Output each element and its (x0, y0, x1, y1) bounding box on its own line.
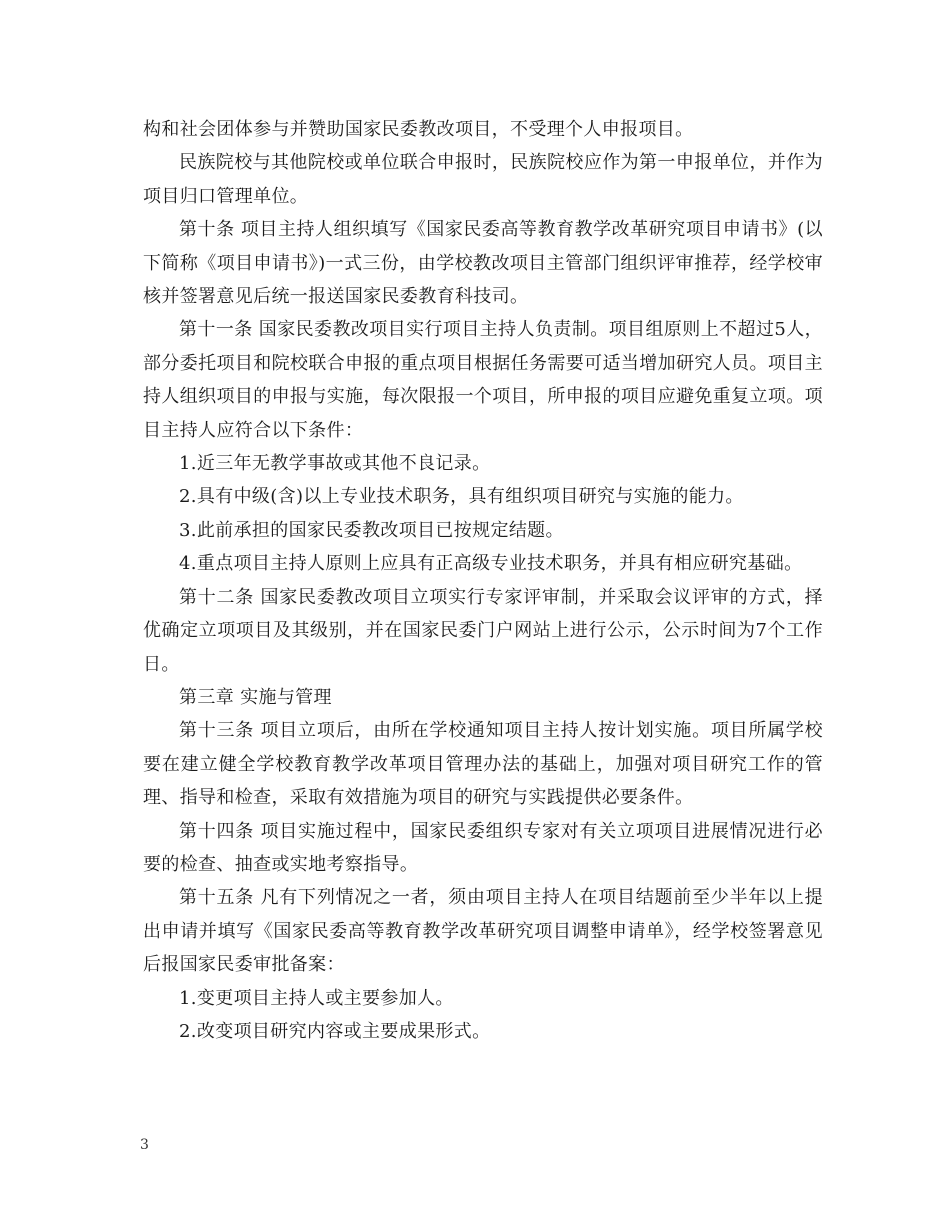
list-item: 2.改变项目研究内容或主要成果形式。 (179, 1020, 491, 1042)
page-number: 3 (140, 1137, 149, 1153)
article-15: 第十五条 凡有下列情况之一者，须由项目主持人在项目结题前至少半年以上提出申请并填写《国家民委高等教育教学改革研究项目调整申请单》，经学校签署意见后报国家民委审批备案： (143, 887, 823, 976)
list-item: 1.变更项目主持人或主要参加人。 (179, 987, 454, 1009)
list-item: 4.重点项目主持人原则上应具有正高级专业技术职务，并具有相应研究基础。 (179, 553, 803, 575)
list-item: 3.此前承担的国家民委教改项目已按规定结题。 (179, 519, 564, 541)
body-text (143, 113, 823, 1048)
list-item: 2.具有中级(含)以上专业技术职务，具有组织项目研究与实施的能力。 (179, 486, 744, 508)
article-12: 第十二条 国家民委教改项目立项实行专家评审制，并采取会议评审的方式，择优确定立项项目及其级别，并在国家民委门户网站上进行公示，公示时间为7个工作日。 (143, 586, 823, 675)
article-13: 第十三条 项目立项后，由所在学校通知项目主持人按计划实施。项目所属学校要在建立健全学校教育教学改革项目管理办法的基础上，加强对项目研究工作的管理、指导和检查，采取有效措施为项目的研究与实践提供必要条件。 (143, 720, 823, 809)
article-11: 第十一条 国家民委教改项目实行项目主持人负责制。项目组原则上不超过5人，部分委托项目和院校联合申报的重点项目根据任务需要可适当增加研究人员。项目主持人组织项目的申报与实施，每次限报一个项目，所申报的项目应避免重复立项。项目主持人应符合以下条件： (143, 319, 823, 441)
paragraph: 构和社会团体参与并赞助国家民委教改项目，不受理个人申报项目。 (143, 119, 694, 140)
article-10: 第十条 项目主持人组织填写《国家民委高等教育教学改革研究项目申请书》(以下简称《项目申请书》)一式三份，由学校教改项目主管部门组织评审推荐，经学校审核并签署意见后统一报送国家民委教育科技司。 (143, 219, 823, 308)
paragraph: 民族院校与其他院校或单位联合申报时，民族院校应作为第一申报单位，并作为项目归口管理单位。 (143, 152, 823, 207)
list-item: 1.近三年无教学事故或其他不良记录。 (179, 453, 491, 475)
chapter-heading: 第三章 实施与管理 (179, 686, 332, 708)
article-14: 第十四条 项目实施过程中，国家民委组织专家对有关立项项目进展情况进行必要的检查、抽查或实地考察指导。 (143, 820, 823, 875)
